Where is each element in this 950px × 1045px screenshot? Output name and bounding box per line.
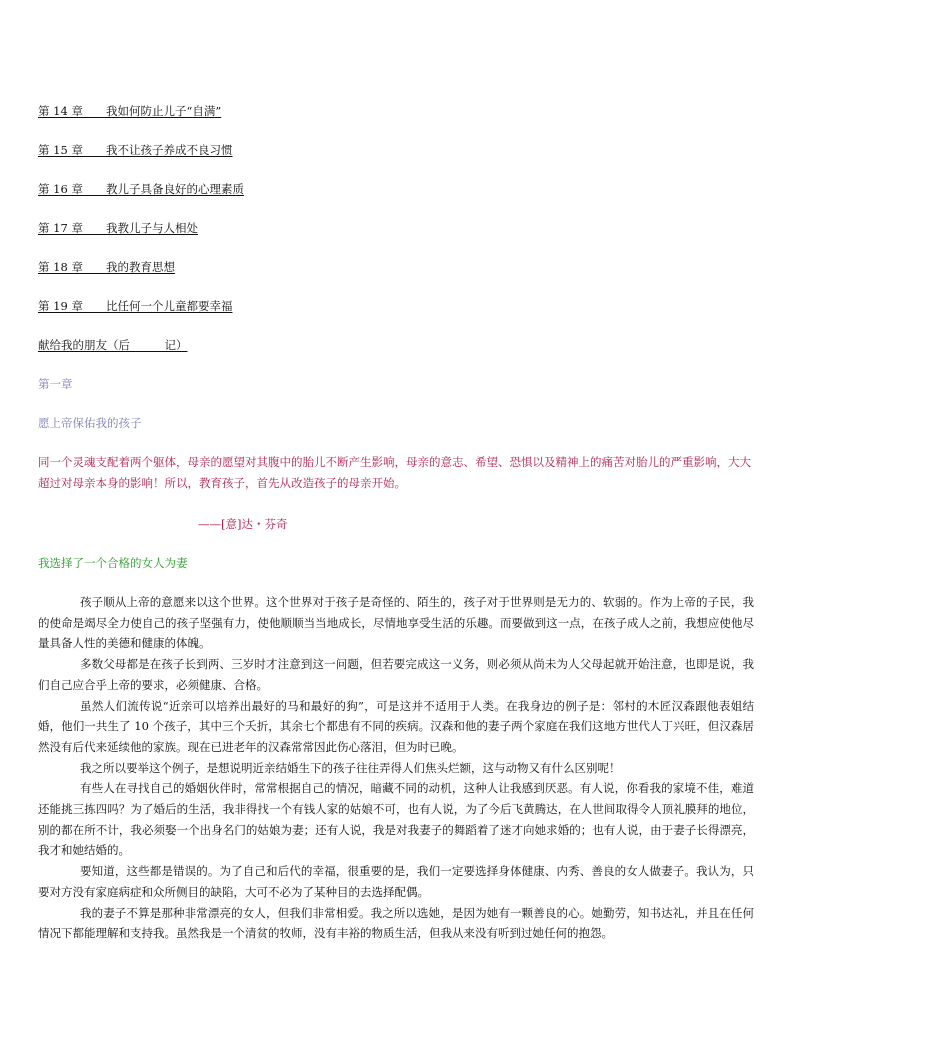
chapter-number: 第一章 — [38, 377, 73, 391]
chapter-title: 愿上帝保佑我的孩子 — [38, 416, 142, 430]
toc-link-chapter-18[interactable]: 第 18 章 我的教育思想 — [38, 260, 175, 274]
paragraph: 有些人在寻找自己的婚姻伙伴时，常常根据自己的情况，暗藏不同的动机，这种人让我感到厌恶。有人说，你看我的家境不佳，难道还能挑三拣四吗？为了婚后的生活，我非得找一个有钱人家的姑娘不可，也有人说，为了今后飞黄腾达，在人世间取得令人顶礼膜拜的地位，别的都在所不计，我必须娶一个出身名门的姑娘为妻；还有人说，我是对我妻子的舞蹈着了迷才向她求婚的；也有人说，由于妻子长得漂亮，我才和她结婚的。 — [38, 781, 754, 858]
toc-link-chapter-19[interactable]: 第 19 章 比任何一个儿童都要幸福 — [38, 299, 233, 313]
toc-link-chapter-15[interactable]: 第 15 章 我不让孩子养成不良习惯 — [38, 143, 233, 157]
paragraph: 虽然人们流传说“近亲可以培养出最好的马和最好的狗”，可是这并不适用于人类。在我身边的例子是：邻村的木匠汉森跟他表姐结婚，他们一共生了 10 个孩子，其中三个夭折，其余七个都患有不同的疾病。汉森和他的妻子两个家庭在我们这地方世代人丁兴旺，但汉森居然没有后代来延续他的家族。现在已进老年的汉森常常因此伤心落泪，但为时已晚。 — [38, 698, 754, 754]
toc-link-afterword[interactable]: 献给我的朋友（后 记） — [38, 338, 188, 352]
toc-link-chapter-17[interactable]: 第 17 章 我教儿子与人相处 — [38, 221, 198, 235]
section-title: 我选择了一个合格的女人为妻 — [38, 556, 188, 570]
paragraph: 我的妻子不算是那种非常漂亮的女人，但我们非常相爱。我之所以选她，是因为她有一颗善良的心。她勤劳，知书达礼，并且在任何情况下都能理解和支持我。虽然我是一个清贫的牧师，没有丰裕的物质生活，但我从来没有听到过她任何的抱怨。 — [38, 905, 754, 941]
epigraph-quote: 同一个灵魂支配着两个躯体，母亲的愿望对其腹中的胎儿不断产生影响，母亲的意志、希望、恐惧以及精神上的痛苦对胎儿的严重影响，大大超过对母亲本身的影响！所以，教育孩子，首先从改造孩子的母亲开始。 — [38, 455, 751, 490]
toc-link-chapter-14[interactable]: 第 14 章 我如何防止儿子“自满” — [38, 104, 222, 118]
paragraph: 孩子顺从上帝的意愿来以这个世界。这个世界对于孩子是奇怪的、陌生的，孩子对于世界则是无力的、软弱的。作为上帝的子民，我的使命是竭尽全力使自己的孩子坚强有力，使他顺顺当当地成长，尽情地享受生活的乐趣。而要做到这一点，在孩子成人之前，我想应使他尽量具备人性的美德和健康的体魄。 — [38, 595, 754, 651]
paragraph: 要知道，这些都是错误的。为了自己和后代的幸福，很重要的是，我们一定要选择身体健康、内秀、善良的女人做妻子。我认为，只要对方没有家庭病症和众所侧目的缺陷，大可不必为了某种目的去选择配偶。 — [38, 864, 754, 899]
body-text — [38, 592, 754, 944]
paragraph: 我之所以要举这个例子，是想说明近亲结婚生下的孩子往往弄得人们焦头烂额，这与动物又有什么区别呢！ — [80, 760, 621, 775]
epigraph-attribution: ——[意]达・芬奇 — [198, 517, 288, 531]
paragraph: 多数父母都是在孩子长到两、三岁时才注意到这一问题，但若要完成这一义务，则必须从尚未为人父母起就开始注意，也即是说，我们自己应合乎上帝的要求，必须健康、合格。 — [38, 657, 754, 692]
toc-link-chapter-16[interactable]: 第 16 章 教儿子具备良好的心理素质 — [38, 182, 244, 196]
